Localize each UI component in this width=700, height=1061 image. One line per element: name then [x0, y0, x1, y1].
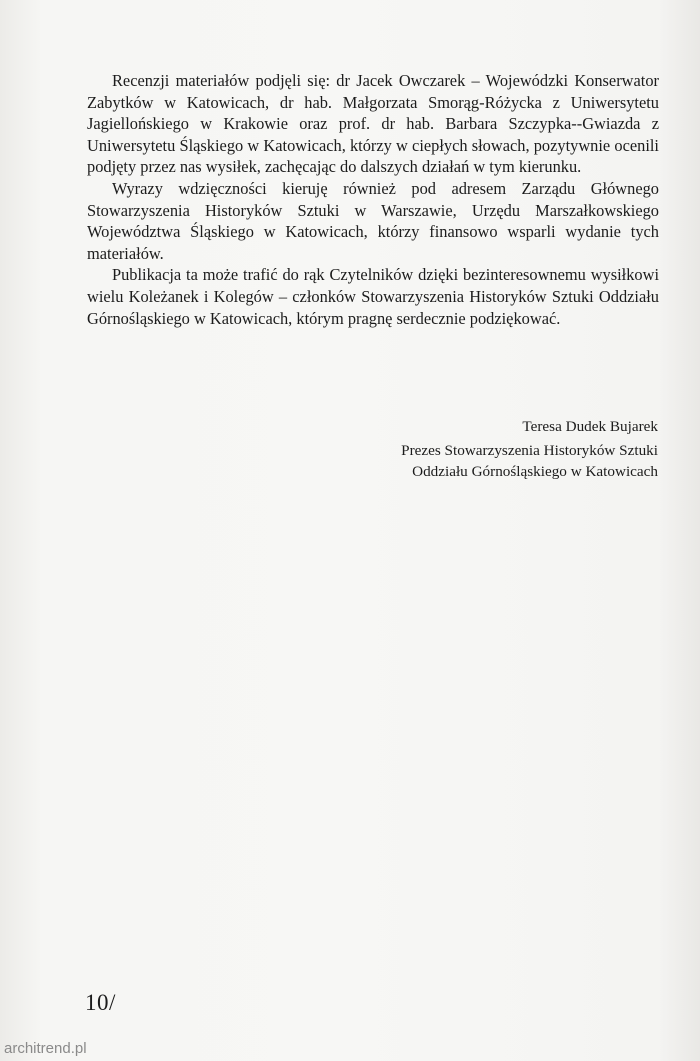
signature-name: Teresa Dudek Bujarek [522, 418, 658, 435]
body-text [87, 70, 659, 329]
watermark: architrend.pl [4, 1040, 87, 1057]
paragraph-gratitude: Wyrazy wdzięczności kieruję również pod adresem Zarządu Głównego Stowarzyszenia Historyków Sztuki w Warszawie, Urzędu Marszałkowskiego Województwa Śląskiego w Katowicach, którzy finansowo wsparli wydanie tych materiałów. [87, 178, 659, 263]
page-number: 10/ [85, 990, 116, 1015]
signature-block [401, 416, 658, 483]
paragraph-thanks: Publikacja ta może trafić do rąk Czytelników dzięki bezinteresownemu wysiłkowi wielu Koleżanek i Kolegów – członków Stowarzyszenia Historyków Sztuki Oddziału Górnośląskiego w Katowicach, którym pragnę serdecznie podziękować. [87, 265, 659, 328]
signature-title-line2: Oddziału Górnośląskiego w Katowicach [412, 463, 658, 480]
signature-title-line1: Prezes Stowarzyszenia Historyków Sztuki [401, 441, 658, 459]
paragraph-reviewers: Recenzji materiałów podjęli się: dr Jacek Owczarek – Wojewódzki Konserwator Zabytków w Katowicach, dr hab. Małgorzata Smorąg-Różycka z Uniwersytetu Jagiellońskiego w Krakowie oraz prof. dr hab. Barbara Szczypka-​-Gwiazda z Uniwersytetu Śląskiego w Katowicach, którzy w ciepłych słowach, pozytywnie ocenili podjęty przez nas wysiłek, zachęcając do dalszych działań w tym kierunku. [87, 71, 659, 177]
